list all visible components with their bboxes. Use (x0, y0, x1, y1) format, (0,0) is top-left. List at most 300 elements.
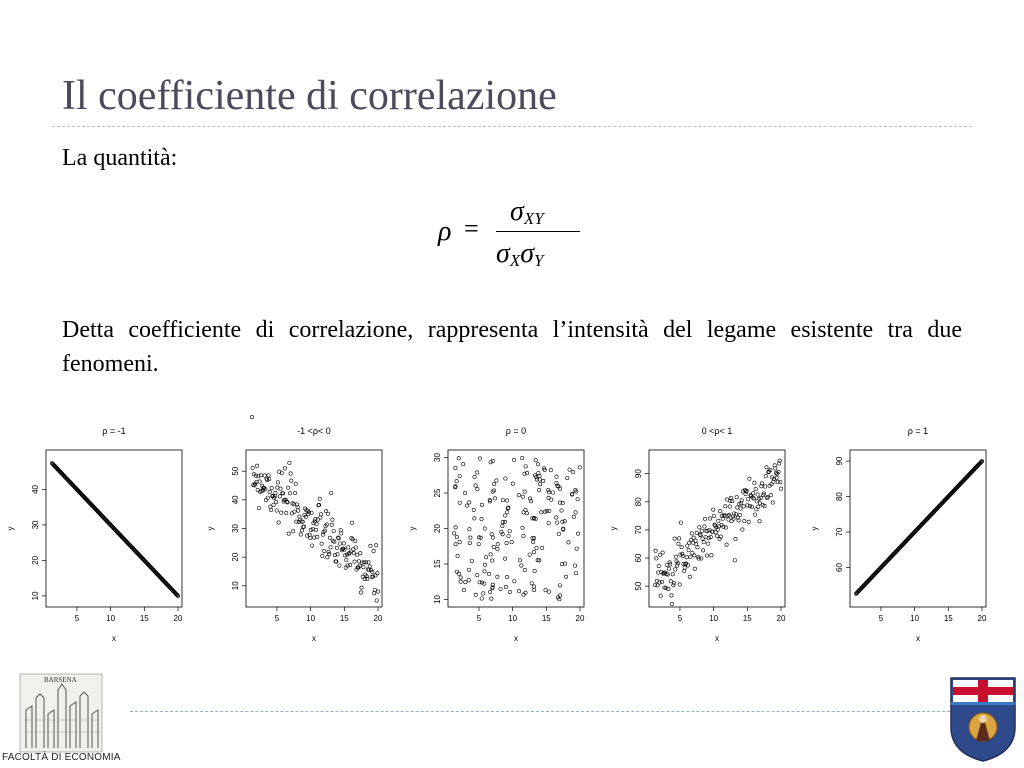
x-tick-label: 20 (776, 614, 786, 623)
data-point (727, 518, 730, 521)
data-point (454, 543, 457, 546)
data-point (724, 505, 727, 508)
data-point (674, 568, 677, 571)
data-point (688, 575, 691, 578)
body-text: Detta coefficiente di correlazione, rappresenta l’intensità del legame esistente tra due fenomeni. (62, 317, 962, 377)
y-tick-label: 40 (31, 485, 41, 494)
y-axis-label: y (810, 526, 819, 531)
data-point (489, 553, 492, 556)
y-tick-label: 10 (231, 581, 241, 591)
data-point (533, 569, 536, 572)
data-point (524, 508, 527, 511)
data-point (504, 514, 507, 517)
data-point (521, 495, 524, 498)
data-point (480, 503, 483, 506)
data-point (359, 591, 362, 594)
data-point (474, 484, 477, 487)
data-point (523, 490, 526, 493)
data-point (276, 481, 279, 484)
data-point (455, 535, 458, 538)
data-point (470, 559, 473, 562)
data-point (455, 480, 458, 483)
scatter-plot-3 (408, 426, 585, 643)
data-point (571, 470, 574, 473)
data-point (700, 557, 703, 560)
data-point (725, 543, 728, 546)
formula-sigma: σ (520, 238, 535, 269)
data-point (350, 521, 353, 524)
data-point (779, 480, 782, 483)
data-point (535, 546, 538, 549)
data-point (683, 566, 686, 569)
y-tick-label: 60 (835, 563, 845, 572)
data-point (505, 499, 508, 502)
y-tick-label: 80 (835, 492, 845, 502)
data-point (741, 528, 744, 531)
x-axis-label: x (916, 634, 920, 643)
data-point (743, 519, 746, 522)
y-tick-label: 40 (231, 495, 241, 505)
data-point (492, 482, 495, 485)
data-point (531, 540, 534, 543)
y-tick-label: 70 (634, 525, 644, 535)
data-point (703, 525, 706, 528)
data-point (510, 540, 513, 543)
data-point (279, 487, 282, 490)
data-point (687, 548, 690, 551)
data-point (274, 500, 277, 503)
data-point (275, 509, 278, 512)
data-point (541, 479, 544, 482)
y-tick-label: 30 (433, 453, 443, 463)
data-point (503, 557, 506, 560)
data-point (492, 545, 495, 548)
data-point (360, 586, 363, 589)
data-point (521, 526, 524, 529)
data-point (473, 517, 476, 520)
data-point (659, 594, 662, 597)
data-point (578, 466, 581, 469)
data-point (328, 536, 331, 539)
data-point (680, 545, 683, 548)
data-point (508, 529, 511, 532)
x-tick-label: 20 (977, 614, 987, 623)
data-point (315, 522, 318, 525)
data-point (495, 479, 498, 482)
data-point (532, 585, 535, 588)
data-point (576, 532, 579, 535)
logo-left-lettering: BARSENA (44, 676, 77, 684)
data-point (576, 498, 579, 501)
data-point (517, 493, 520, 496)
data-point (487, 572, 490, 575)
data-point (504, 585, 507, 588)
data-point (266, 496, 269, 499)
data-point (566, 476, 569, 479)
x-axis-label: x (112, 634, 116, 643)
data-point (465, 504, 468, 507)
data-point (574, 571, 577, 574)
data-point (268, 490, 271, 493)
data-point (734, 537, 737, 540)
data-point (270, 486, 273, 489)
data-point (756, 493, 759, 496)
data-point (288, 492, 291, 495)
data-point (491, 536, 494, 539)
data-point (456, 554, 459, 557)
data-point (457, 572, 460, 575)
formula-sigma: σ (496, 238, 510, 269)
data-point (517, 589, 520, 592)
data-point (484, 556, 487, 559)
data-point (655, 557, 658, 560)
data-point (344, 566, 347, 569)
x-tick-label: 5 (677, 614, 683, 623)
data-point (555, 475, 558, 478)
data-point (293, 510, 296, 513)
data-point (459, 580, 462, 583)
data-point (476, 573, 479, 576)
data-point (373, 592, 376, 595)
data-point (454, 466, 457, 469)
data-point (482, 592, 485, 595)
title-divider (52, 126, 972, 127)
data-point (693, 554, 696, 557)
y-axis-label: y (609, 526, 618, 531)
data-point (754, 487, 757, 490)
data-point (696, 546, 699, 549)
data-point (689, 555, 692, 558)
formula-sub-y: Y (534, 251, 544, 270)
data-point (654, 549, 657, 552)
data-point (310, 544, 313, 547)
data-point (477, 542, 480, 545)
y-tick-label: 15 (433, 559, 443, 569)
data-point (286, 486, 289, 489)
data-point (747, 520, 750, 523)
data-point (322, 549, 325, 552)
data-point (672, 582, 675, 585)
data-point (458, 540, 461, 543)
x-tick-label: 10 (709, 614, 719, 623)
data-point (458, 501, 461, 504)
data-point (490, 597, 493, 600)
data-point (290, 479, 293, 482)
x-axis-label: x (312, 634, 316, 643)
data-point (657, 564, 660, 567)
scatter-plot-2 (206, 415, 383, 643)
faculty-caption: FACOLTÀ DI ECONOMIA (2, 752, 121, 763)
data-point (496, 547, 499, 550)
data-point (263, 474, 266, 477)
data-point (739, 507, 742, 510)
data-point (512, 458, 515, 461)
scatter-plots-panel (0, 415, 1024, 655)
data-point (318, 497, 321, 500)
data-point (328, 552, 331, 555)
formula-sub-x: X (509, 251, 521, 270)
data-point (294, 482, 297, 485)
data-point (272, 503, 275, 506)
scatter-plot-4 (609, 426, 786, 643)
data-point (468, 528, 471, 531)
data-point (751, 492, 754, 495)
data-point (274, 491, 277, 494)
data-point (461, 462, 464, 465)
data-point (347, 546, 350, 549)
data-point (368, 565, 371, 568)
data-point (560, 509, 563, 512)
slide-title: Il coefficiente di correlazione (62, 73, 557, 119)
data-point (513, 579, 516, 582)
data-point (753, 513, 756, 516)
data-point (504, 477, 507, 480)
data-point (549, 468, 552, 471)
data-point (321, 554, 324, 557)
data-point (472, 508, 475, 511)
data-point (375, 599, 378, 602)
data-point (764, 474, 767, 477)
data-point (314, 528, 317, 531)
data-point (300, 529, 303, 532)
data-point (251, 466, 254, 469)
data-point (329, 545, 332, 548)
data-point (771, 501, 774, 504)
data-point (345, 558, 348, 561)
data-point (703, 517, 706, 520)
y-tick-label: 90 (634, 469, 644, 479)
y-tick-label: 70 (835, 527, 845, 537)
data-point (524, 591, 527, 594)
data-point (530, 582, 533, 585)
data-point (733, 559, 736, 562)
data-point (331, 518, 334, 521)
y-tick-label: 20 (31, 555, 41, 565)
data-point (521, 456, 524, 459)
data-point (457, 457, 460, 460)
data-point (367, 561, 370, 564)
data-point (746, 498, 749, 501)
data-point (763, 485, 766, 488)
x-tick-label: 10 (106, 614, 116, 623)
data-point (753, 481, 756, 484)
y-tick-label: 90 (835, 456, 845, 466)
data-point (691, 551, 694, 554)
data-point (695, 531, 698, 534)
data-point (674, 555, 677, 558)
data-point (319, 513, 322, 516)
x-tick-label: 5 (274, 614, 280, 623)
data-point (540, 511, 543, 514)
data-point (463, 491, 466, 494)
data-point (574, 511, 577, 514)
data-point (293, 491, 296, 494)
data-point (476, 488, 479, 491)
data-point (728, 505, 731, 508)
data-point (467, 579, 470, 582)
data-point (748, 477, 751, 480)
data-point (522, 534, 525, 537)
data-point (372, 549, 375, 552)
data-point (708, 517, 711, 520)
data-point (551, 491, 554, 494)
data-point (547, 491, 550, 494)
data-point (269, 508, 272, 511)
y-axis-label: y (6, 526, 15, 531)
y-tick-label: 30 (31, 520, 41, 530)
data-point (464, 580, 467, 583)
data-point (557, 532, 560, 535)
data-point (735, 496, 738, 499)
formula-numerator (510, 196, 544, 229)
scatter-plot-5 (810, 426, 987, 643)
data-point (738, 513, 741, 516)
data-point (376, 572, 379, 575)
data-point (338, 542, 341, 545)
data-point (667, 567, 670, 570)
data-point (670, 602, 673, 605)
data-point (699, 534, 702, 537)
plot-title: ρ = 0 (505, 426, 527, 436)
data-point (467, 568, 470, 571)
data-point (558, 594, 561, 597)
data-point (558, 584, 561, 587)
y-tick-label: 50 (231, 466, 241, 476)
data-point (490, 533, 493, 536)
data-point (458, 474, 461, 477)
data-point (547, 496, 550, 499)
data-point (338, 564, 341, 567)
y-tick-label: 80 (634, 497, 644, 507)
x-tick-label: 10 (910, 614, 920, 623)
data-point (677, 542, 680, 545)
scatter-plot-1 (6, 426, 183, 643)
data-point (329, 491, 332, 494)
data-point (505, 541, 508, 544)
data-point (455, 570, 458, 573)
data-point (732, 517, 735, 520)
data-point (255, 464, 258, 467)
data-point (742, 505, 745, 508)
data-point (693, 567, 696, 570)
y-tick-label: 25 (433, 488, 443, 498)
data-point (567, 541, 570, 544)
data-point (326, 512, 329, 515)
university-crest (948, 675, 1018, 763)
data-point (250, 415, 253, 418)
data-point (508, 590, 511, 593)
data-point (297, 509, 300, 512)
fraction-bar (496, 231, 580, 232)
plot-frame (246, 450, 382, 607)
data-point (289, 472, 292, 475)
data-point (740, 499, 743, 502)
data-point (698, 526, 701, 529)
data-point (544, 588, 547, 591)
data-point (534, 459, 537, 462)
data-point (287, 532, 290, 535)
data-point (528, 553, 531, 556)
y-axis-label: y (206, 526, 215, 531)
plot-title: 0 <ρ< 1 (701, 426, 733, 436)
data-point (316, 535, 319, 538)
data-point (758, 520, 761, 523)
data-point (532, 588, 535, 591)
data-point (258, 480, 261, 483)
data-point (501, 498, 504, 501)
data-point (454, 526, 457, 529)
data-point (354, 539, 357, 542)
data-point (765, 466, 768, 469)
data-point (712, 514, 715, 517)
correlation-formula (438, 196, 598, 276)
data-point (523, 568, 526, 571)
data-point (779, 487, 782, 490)
data-point (710, 554, 713, 557)
data-point (312, 536, 315, 539)
data-point (729, 496, 732, 499)
data-point (685, 556, 688, 559)
data-point (538, 483, 541, 486)
data-point (257, 506, 260, 509)
data-point (702, 540, 705, 543)
data-point (564, 575, 567, 578)
data-point (503, 520, 506, 523)
data-point (522, 511, 525, 514)
data-point (669, 563, 672, 566)
x-tick-label: 5 (878, 614, 884, 623)
data-point (670, 594, 673, 597)
data-point (661, 551, 664, 554)
y-tick-label: 50 (634, 581, 644, 591)
data-point (335, 546, 338, 549)
data-point (359, 552, 362, 555)
x-tick-label: 15 (943, 614, 953, 623)
data-point (520, 564, 523, 567)
x-tick-label: 15 (139, 614, 149, 623)
data-point (459, 576, 462, 579)
data-point (493, 497, 496, 500)
data-point (332, 529, 335, 532)
data-point (478, 457, 481, 460)
data-point (342, 542, 345, 545)
data-point (452, 532, 455, 535)
formula-denominator (496, 238, 543, 271)
data-point (572, 515, 575, 518)
data-point (291, 530, 294, 533)
plot-title: -1 <ρ< 0 (297, 426, 331, 436)
x-axis-label: x (715, 634, 719, 643)
data-point (677, 537, 680, 540)
data-point (488, 590, 491, 593)
data-point (285, 511, 288, 514)
x-tick-label: 10 (508, 614, 518, 623)
x-tick-label: 20 (575, 614, 585, 623)
y-tick-label: 30 (231, 524, 241, 533)
y-tick-label: 10 (31, 591, 41, 601)
data-point (656, 571, 659, 574)
data-point (682, 569, 685, 572)
data-point (473, 475, 476, 478)
data-point (480, 597, 483, 600)
data-point (524, 465, 527, 468)
x-tick-label: 20 (373, 614, 383, 623)
data-point (694, 539, 697, 542)
data-point (706, 542, 709, 545)
data-point (475, 471, 478, 474)
x-tick-label: 15 (339, 614, 349, 623)
y-tick-label: 20 (231, 552, 241, 562)
